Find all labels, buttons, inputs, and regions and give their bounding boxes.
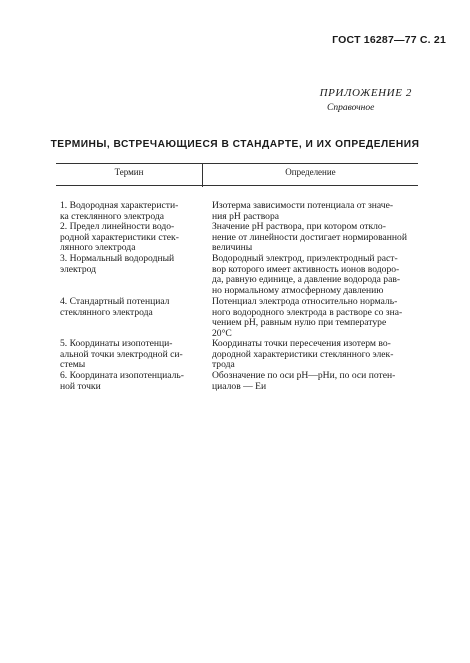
table-row-term: 4. Стандартный потенциал стеклянного электрода [60,296,170,318]
table-top-rule [56,163,418,164]
document-title: ТЕРМИНЫ, ВСТРЕЧАЮЩИЕСЯ В СТАНДАРТЕ, И ИХ ОПРЕДЕЛЕНИЯ [50,139,420,150]
table-row-term: 3. Нормальный водородный электрод [60,253,175,275]
table-row-definition: Изотерма зависимости потенциала от значе- ния рН раствора [212,200,394,222]
page-header-standard-ref: ГОСТ 16287—77 С. 21 [332,34,446,46]
table-row-definition: Водородный электрод, приэлектродный раст- вор которого имеет активность ионов водоро- да, равную единице, а давление водорода рав- но нормальному атмосферному давлению [212,253,401,296]
table-row-definition: Значение рН раствора, при котором откло- нение от линейности достигает нормированной величины [212,221,407,253]
table-header-rule [56,185,418,186]
table-row-term: 2. Предел линейности водо- родной характеристики стек- лянного электрода [60,221,179,253]
column-header-definition: Определение [285,167,336,177]
appendix-label: ПРИЛОЖЕНИЕ 2 [319,87,412,99]
table-row-term: 6. Координата изопотенциаль- ной точки [60,370,184,392]
table-row-definition: Потенциал электрода относительно нормаль- ного водородного электрода в растворе со зна- чением рН, равным нулю при температуре 20°С [212,296,403,339]
column-header-term: Термин [114,167,144,177]
table-row-term: 1. Водородная характеристи- ка стеклянного электрода [60,200,179,222]
table-row-term: 5. Координаты изопотенци- альной точки электродной си- стемы [60,338,183,370]
table-row-definition: Обозначение по оси рН—рНи, по оси потен- циалов — Еи [212,370,396,392]
appendix-note: Справочное [327,103,375,113]
table-row-definition: Координаты точки пересечения изотерм во- дородной характеристики стеклянного элек- трода [212,338,394,370]
